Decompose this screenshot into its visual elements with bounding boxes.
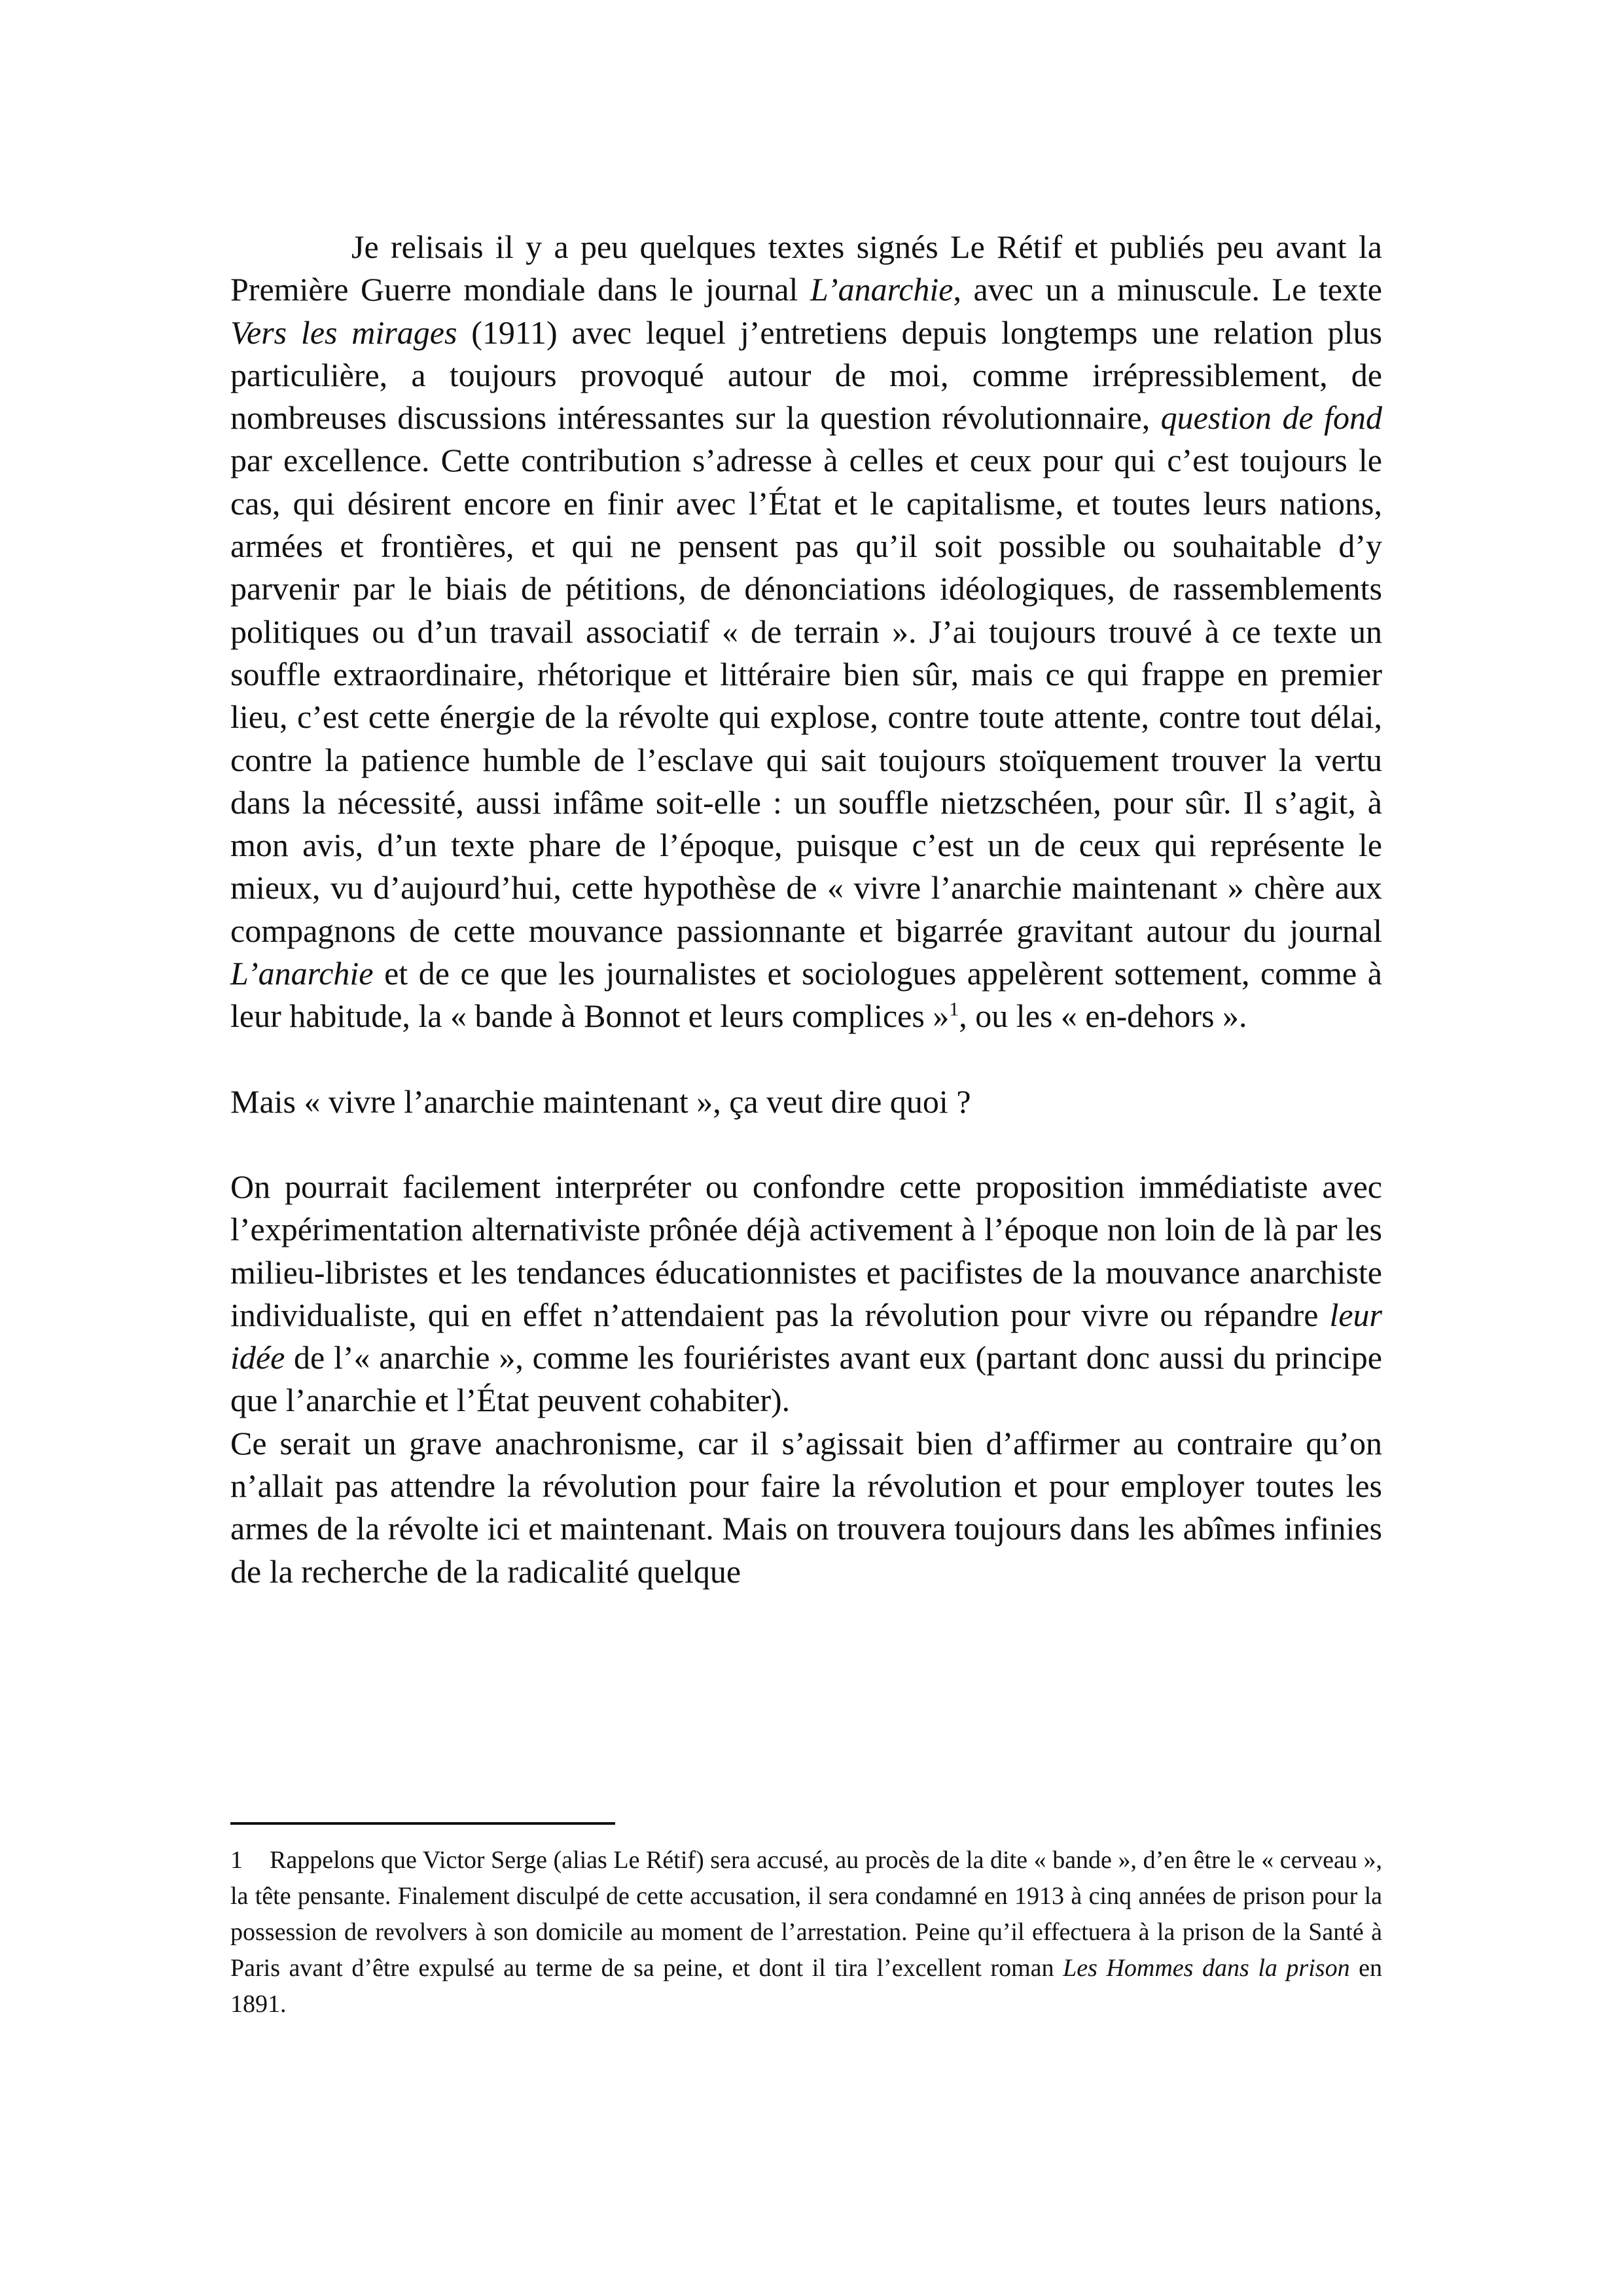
text-segment: et de ce que les journalistes et sociologues appelèrent sottement, comme à leur habitude, la « bande à Bonnot et leurs complices » <box>230 955 1382 1035</box>
text-segment: On pourrait facilement interpréter ou confondre cette proposition immédiatiste avec l’expérimentation alternativiste prônée déjà activement à l’époque non loin de là par les milieu-libristes et les tendances éducationnistes et pacifistes de la mouvance anarchiste individualiste, qui en effet n’attendaient pas la révolution pour vivre ou répandre <box>230 1168 1382 1333</box>
footnote-divider <box>230 1822 615 1825</box>
text-segment: , avec un a minuscule. Le texte <box>953 271 1382 308</box>
paragraph-anachronism: Ce serait un grave anachronisme, car il s’agissait bien d’affirmer au contraire qu’on n’allait pas attendre la révolution pour faire la révolution et pour employer toutes les armes de la révolte ici et maintenant. Mais on trouvera toujours dans les abîmes infinies de la recherche de la radicalité quelque <box>230 1424 1382 1590</box>
footnote-number: 1 <box>230 1846 243 1874</box>
footnote-reference: 1 <box>949 998 959 1020</box>
text-segment: par excellence. Cette contribution s’adresse à celles et ceux pour qui c’est toujours le cas, qui désirent encore en finir avec l’État et le capitalisme, et toutes leurs nations, armées et frontières, et qui ne pensent pas qu’il soit possible ou souhaitable d’y parvenir par le biais de pétitions, de dénonciations idéologiques, de rassemblements politiques ou d’un travail associatif « de terrain ». J’ai toujours trouvé à ce texte un souffle extraordinaire, rhétorique et littéraire bien sûr, mais ce qui frappe en premier lieu, c’est cette énergie de la révolte qui explose, contre toute attente, contre tout délai, contre la patience humble de l’esclave qui sait toujours stoïquement trouver la vertu dans la nécessité, aussi infâme soit-elle : un souffle nietzschéen, pour sûr. Il s’agit, à mon avis, d’un texte phare de l’époque, puisque c’est un de ceux qui représente le mieux, vu d’aujourd’hui, cette hypothèse de « vivre l’anarchie maintenant » chère aux compagnons de cette mouvance passionnante et bigarrée gravitant autour du journal <box>230 442 1382 949</box>
footnote-text: Rappelons que Victor Serge (alias Le Rétif) sera accusé, au procès de la dite « bande », d’en être le « cerveau », la tête pensante. Finalement disculpé de cette accusation, il sera condamné en 1913 à cinq années de prison pour la possession de revolvers à son domicile au moment de l’arrestation. Peine qu’il effectuera à la prison de la Santé à Paris avant d’être expulsé au terme de sa peine, et dont il tira l’excellent roman <box>230 1846 1382 1982</box>
emphasis-text: leur idée <box>230 1296 1382 1376</box>
paragraph-interpretation <box>230 1166 1382 1422</box>
paragraph-intro <box>230 226 1382 1038</box>
page-body <box>230 226 1382 1593</box>
text-segment: de l’« anarchie », comme les fouriéristes avant eux (partant donc aussi du principe que l’anarchie et l’État peuvent cohabiter). <box>230 1339 1382 1419</box>
work-title: Vers les mirages <box>230 314 457 351</box>
emphasis-text: question de fond <box>1160 399 1382 437</box>
text-segment: (1911) avec lequel j’entretiens depuis longtemps une relation plus particulière, a toujours provoqué autour de moi, comme irrépressiblement, de nombreuses discussions intéressantes sur la question révolutionnaire, <box>230 314 1382 437</box>
book-title: Les Hommes dans la prison <box>1063 1954 1350 1982</box>
journal-title: L’anarchie <box>810 271 954 308</box>
journal-title: L’anarchie <box>230 955 374 992</box>
text-segment: , ou les « en-dehors ». <box>959 997 1247 1035</box>
text-segment: Je relisais il y a peu quelques textes signés Le Rétif et publiés peu avant la Première Guerre mondiale dans le journal <box>230 228 1382 308</box>
footnote-text: en 1891. <box>230 1954 1382 2018</box>
paragraph-question: Mais « vivre l’anarchie maintenant », ça veut dire quoi ? <box>230 1083 971 1120</box>
footnote <box>230 1842 1382 2022</box>
